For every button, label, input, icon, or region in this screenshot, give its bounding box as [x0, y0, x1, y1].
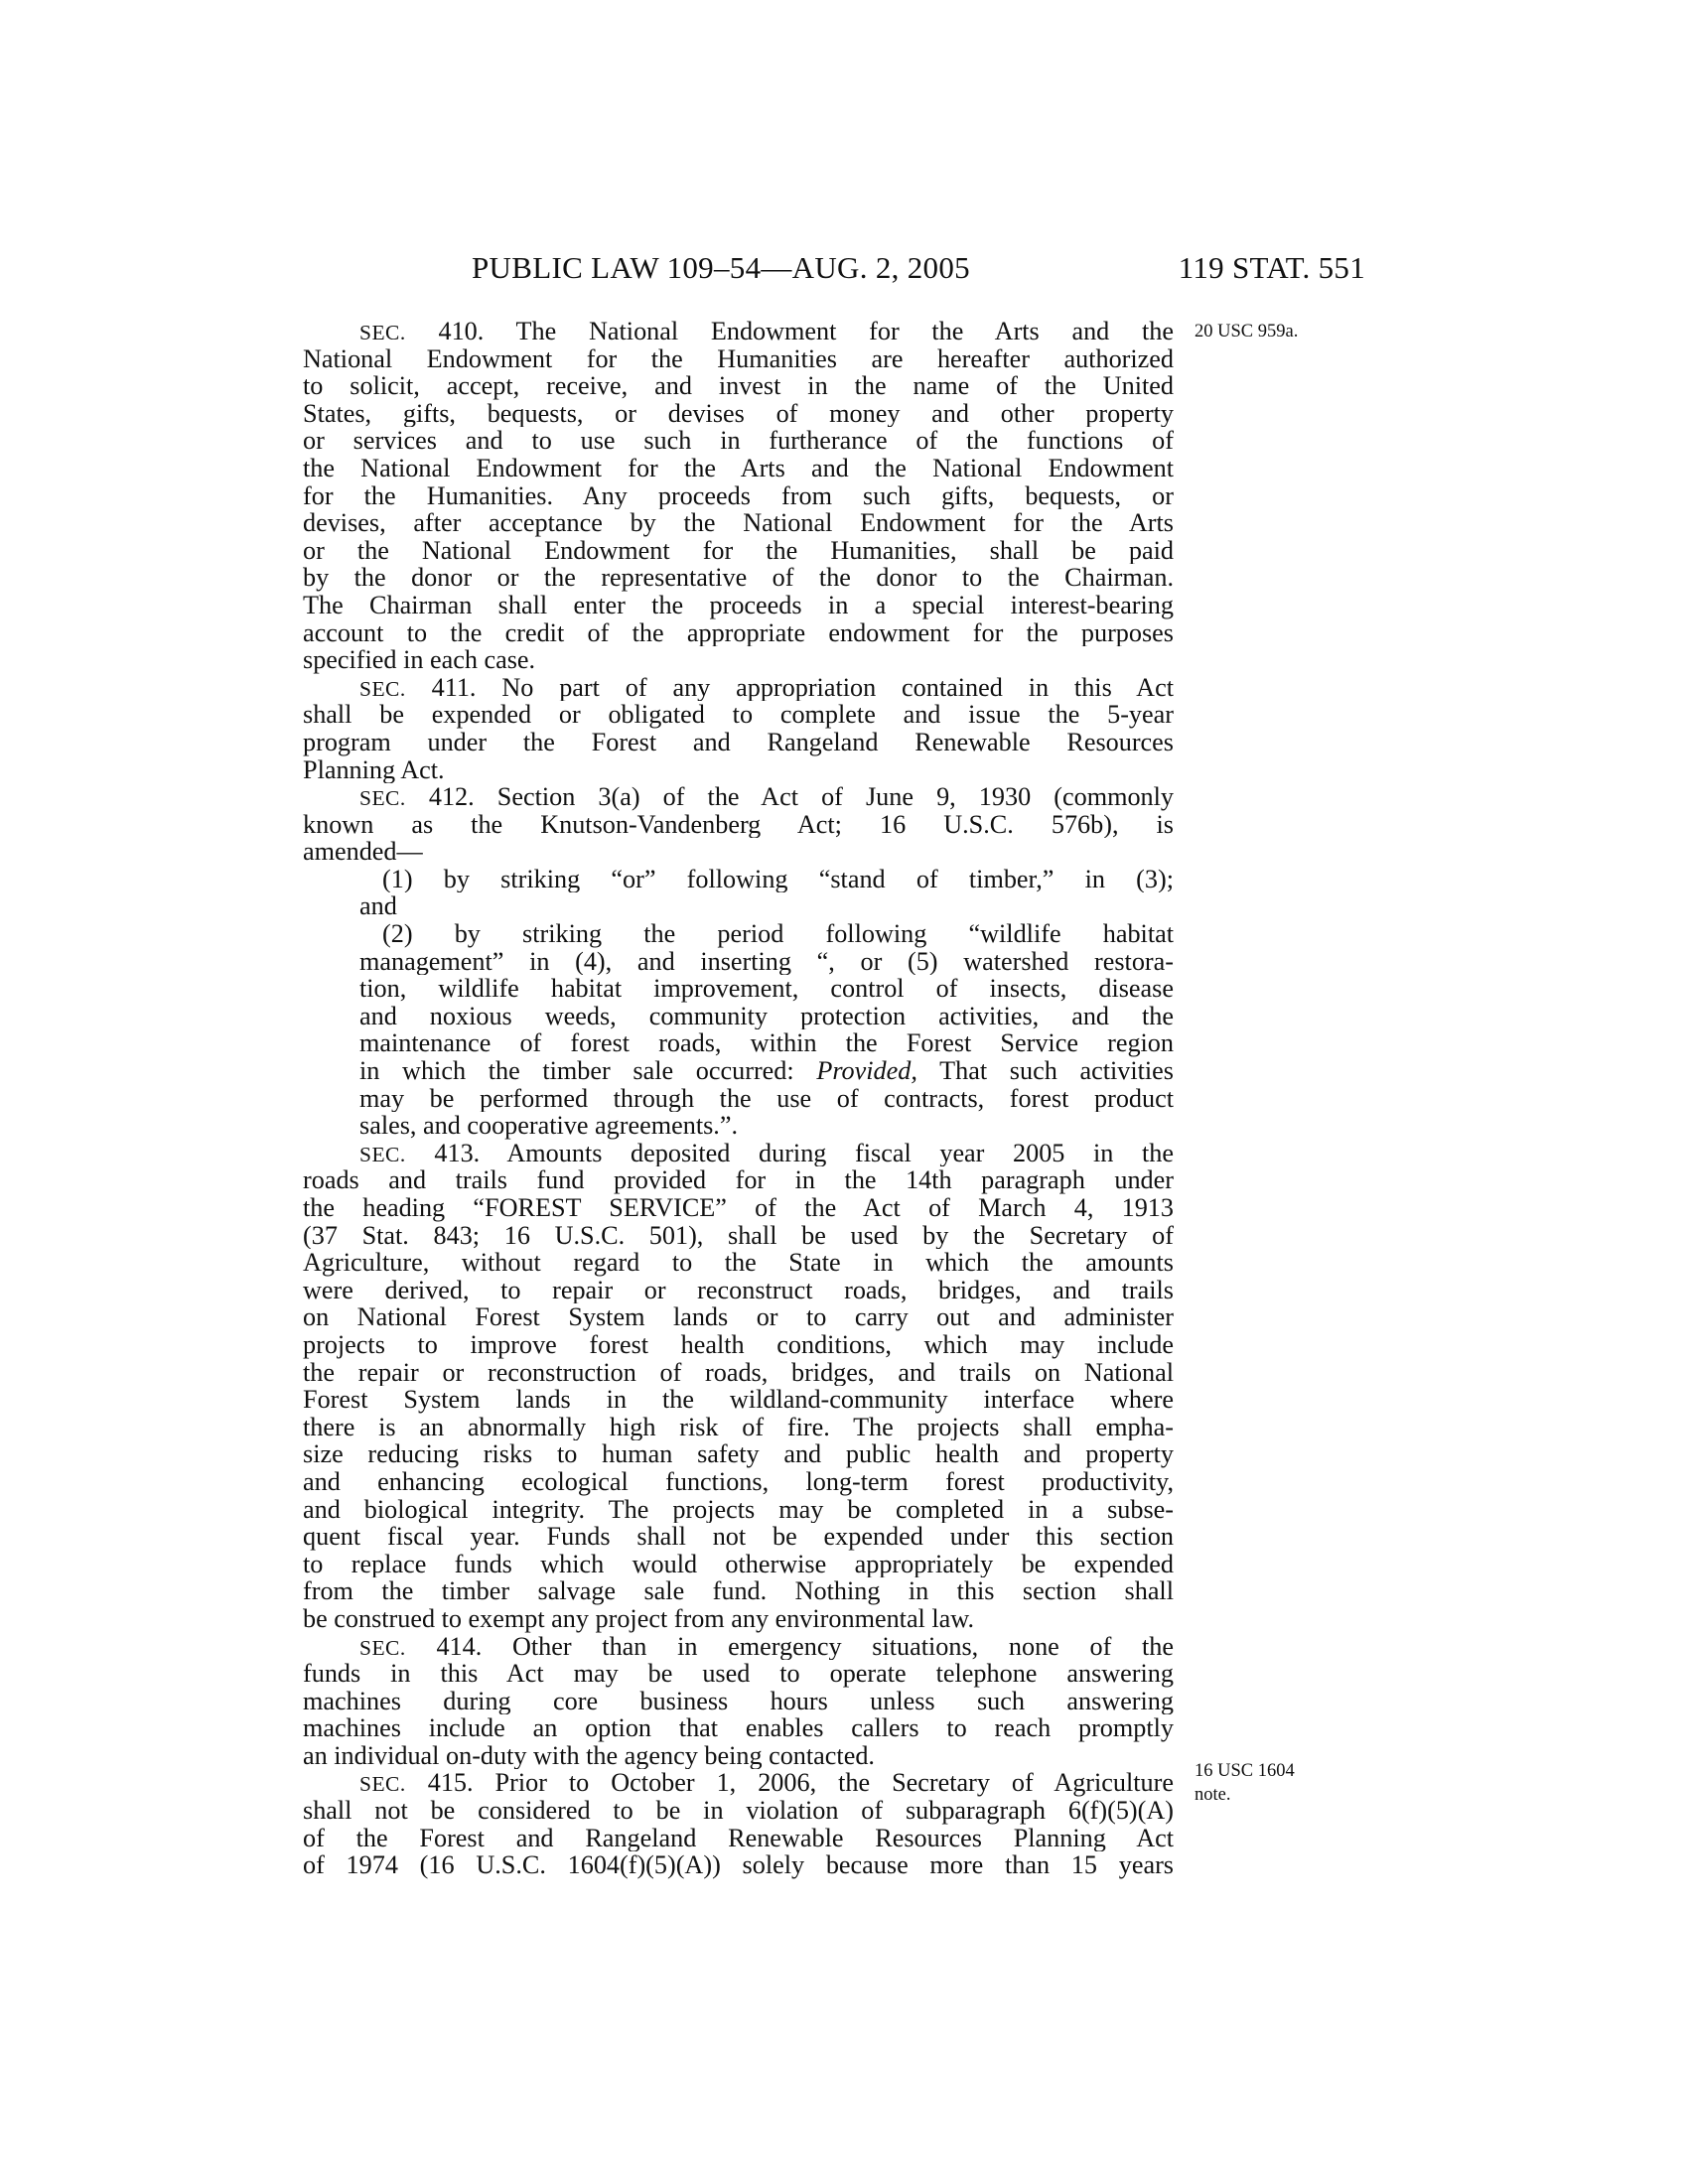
section-line: or the National Endowment for the Humanities, shall be paid	[303, 536, 1174, 565]
section-line: States, gifts, bequests, or devises of money and other property	[303, 399, 1174, 428]
section-line: be construed to exempt any project from any environmental law.	[303, 1604, 975, 1633]
section-prefix: SEC.	[359, 676, 406, 701]
section-line: the repair or reconstruction of roads, bridges, and trails on National	[303, 1358, 1174, 1387]
amendment-item-2: (2) by striking the period following “wildlife habitat	[382, 920, 1174, 948]
amendment-item-2-line: management” in (4), and inserting “, or (5) watershed restora-	[359, 947, 1174, 976]
document-body	[303, 318, 1174, 1879]
amendment-item-2-line: and noxious weeds, community protection activities, and the	[359, 1002, 1174, 1030]
section-prefix: SEC.	[359, 1142, 406, 1166]
section-line: to replace funds which would otherwise appropriately be expended	[303, 1550, 1174, 1578]
amendment-item-1-line: and	[359, 892, 397, 921]
section-line: there is an abnormally high risk of fire. The projects shall empha-	[303, 1413, 1174, 1441]
section-line: SEC. 414. Other than in emergency situations, none of the	[359, 1632, 1174, 1661]
section-prefix: SEC.	[359, 1635, 406, 1660]
section-number: 413.	[434, 1139, 481, 1167]
section-line: SEC. 411. No part of any appropriation contained in this Act	[359, 673, 1174, 702]
section-line: Planning Act.	[303, 755, 445, 784]
section-line: SEC. 410. The National Endowment for the Arts and the	[359, 318, 1174, 345]
section-line: Agriculture, without regard to the State in which the amounts	[303, 1249, 1174, 1277]
section-413	[303, 1140, 1174, 1633]
section-line: SEC. 415. Prior to October 1, 2006, the Secretary of Agriculture	[359, 1769, 1174, 1798]
section-line: the National Endowment for the Arts and the National Endowment	[303, 454, 1174, 482]
section-412	[303, 783, 1174, 1140]
section-line: or services and to use such in furtherance of the functions of	[303, 427, 1174, 455]
section-line: of the Forest and Rangeland Renewable Resources Planning Act	[303, 1824, 1174, 1852]
section-line: of 1974 (16 U.S.C. 1604(f)(5)(A)) solely because more than 15 years	[303, 1851, 1174, 1879]
provided-italic: Provided,	[816, 1057, 917, 1085]
amendment-item-2-line: sales, and cooperative agreements.”.	[359, 1112, 738, 1140]
section-line: were derived, to repair or reconstruct roads, bridges, and trails	[303, 1276, 1174, 1304]
section-line: SEC. 413. Amounts deposited during fiscal year 2005 in the	[359, 1139, 1174, 1167]
section-line: projects to improve forest health conditions, which may include	[303, 1330, 1174, 1359]
section-line: National Endowment for the Humanities are hereafter authorized	[303, 344, 1174, 373]
section-line: the heading “FOREST SERVICE” of the Act of March 4, 1913	[303, 1194, 1174, 1222]
running-head-page-number: 119 STAT. 551	[1178, 250, 1365, 285]
section-prefix: SEC.	[359, 1772, 406, 1797]
section-line: amended—	[303, 838, 423, 866]
section-line: specified in each case.	[303, 646, 536, 674]
section-line: shall not be considered to be in violation of subparagraph 6(f)(5)(A)	[303, 1797, 1174, 1825]
section-line: known as the Knutson-Vandenberg Act; 16 U.S.C. 576b), is	[303, 810, 1174, 839]
section-line: SEC. 412. Section 3(a) of the Act of June 9, 1930 (commonly	[359, 783, 1174, 811]
section-line: machines during core business hours unless such answering	[303, 1687, 1174, 1715]
running-head-title: PUBLIC LAW 109–54—AUG. 2, 2005	[472, 250, 970, 285]
margin-note-16-usc-1604: 16 USC 1604	[1195, 1761, 1295, 1781]
amendment-item-1: (1) by striking “or” following “stand of timber,” in (3);	[382, 865, 1174, 893]
section-line: funds in this Act may be used to operate telephone answering	[303, 1660, 1174, 1688]
section-line: for the Humanities. Any proceeds from such gifts, bequests, or	[303, 481, 1174, 510]
section-line: The Chairman shall enter the proceeds in a special interest-bearing	[303, 591, 1174, 619]
section-line: program under the Forest and Rangeland Renewable Resources	[303, 728, 1174, 756]
section-411	[303, 674, 1174, 783]
section-number: 412.	[428, 783, 475, 811]
amendment-item-2-line: in which the timber sale occurred: Provided, That such activities	[359, 1057, 1174, 1085]
section-number: 415.	[427, 1769, 474, 1798]
amendment-item-2-line: may be performed through the use of contracts, forest product	[359, 1084, 1174, 1113]
section-line: machines include an option that enables callers to reach promptly	[303, 1714, 1174, 1742]
section-line: account to the credit of the appropriate endowment for the purposes	[303, 618, 1174, 647]
section-line: size reducing risks to human safety and public health and property	[303, 1440, 1174, 1468]
section-line: devises, after acceptance by the National Endowment for the Arts	[303, 509, 1174, 537]
section-line: an individual on-duty with the agency being contacted.	[303, 1741, 875, 1770]
section-line: from the timber salvage sale fund. Nothing in this section shall	[303, 1577, 1174, 1605]
section-line: Forest System lands in the wildland-community interface where	[303, 1386, 1174, 1414]
section-line: shall be expended or obligated to complete and issue the 5-year	[303, 701, 1174, 729]
amendment-item-2-line: tion, wildlife habitat improvement, control of insects, disease	[359, 975, 1174, 1003]
section-line: to solicit, accept, receive, and invest in the name of the United	[303, 372, 1174, 400]
section-line: quent fiscal year. Funds shall not be expended under this section	[303, 1523, 1174, 1551]
section-line: on National Forest System lands or to carry out and administer	[303, 1303, 1174, 1331]
section-415	[303, 1769, 1174, 1878]
section-410	[303, 318, 1174, 674]
section-line: roads and trails fund provided for in the 14th paragraph under	[303, 1166, 1174, 1194]
section-line: (37 Stat. 843; 16 U.S.C. 501), shall be used by the Secretary of	[303, 1221, 1174, 1250]
section-414	[303, 1633, 1174, 1770]
amendment-item-2-line: maintenance of forest roads, within the Forest Service region	[359, 1029, 1174, 1058]
section-line: by the donor or the representative of the donor to the Chairman.	[303, 564, 1174, 592]
section-prefix: SEC.	[359, 321, 406, 344]
running-head	[303, 248, 1365, 288]
section-number: 410.	[438, 318, 485, 345]
margin-note-16-usc-1604-note: note.	[1195, 1785, 1231, 1805]
section-number: 411.	[431, 673, 477, 702]
section-line: and enhancing ecological functions, long-term forest productivity,	[303, 1467, 1174, 1496]
section-number: 414.	[436, 1632, 483, 1661]
section-prefix: SEC.	[359, 786, 406, 811]
section-line: and biological integrity. The projects may be completed in a subse-	[303, 1495, 1174, 1524]
margin-note-20-usc-959a: 20 USC 959a.	[1195, 322, 1299, 341]
